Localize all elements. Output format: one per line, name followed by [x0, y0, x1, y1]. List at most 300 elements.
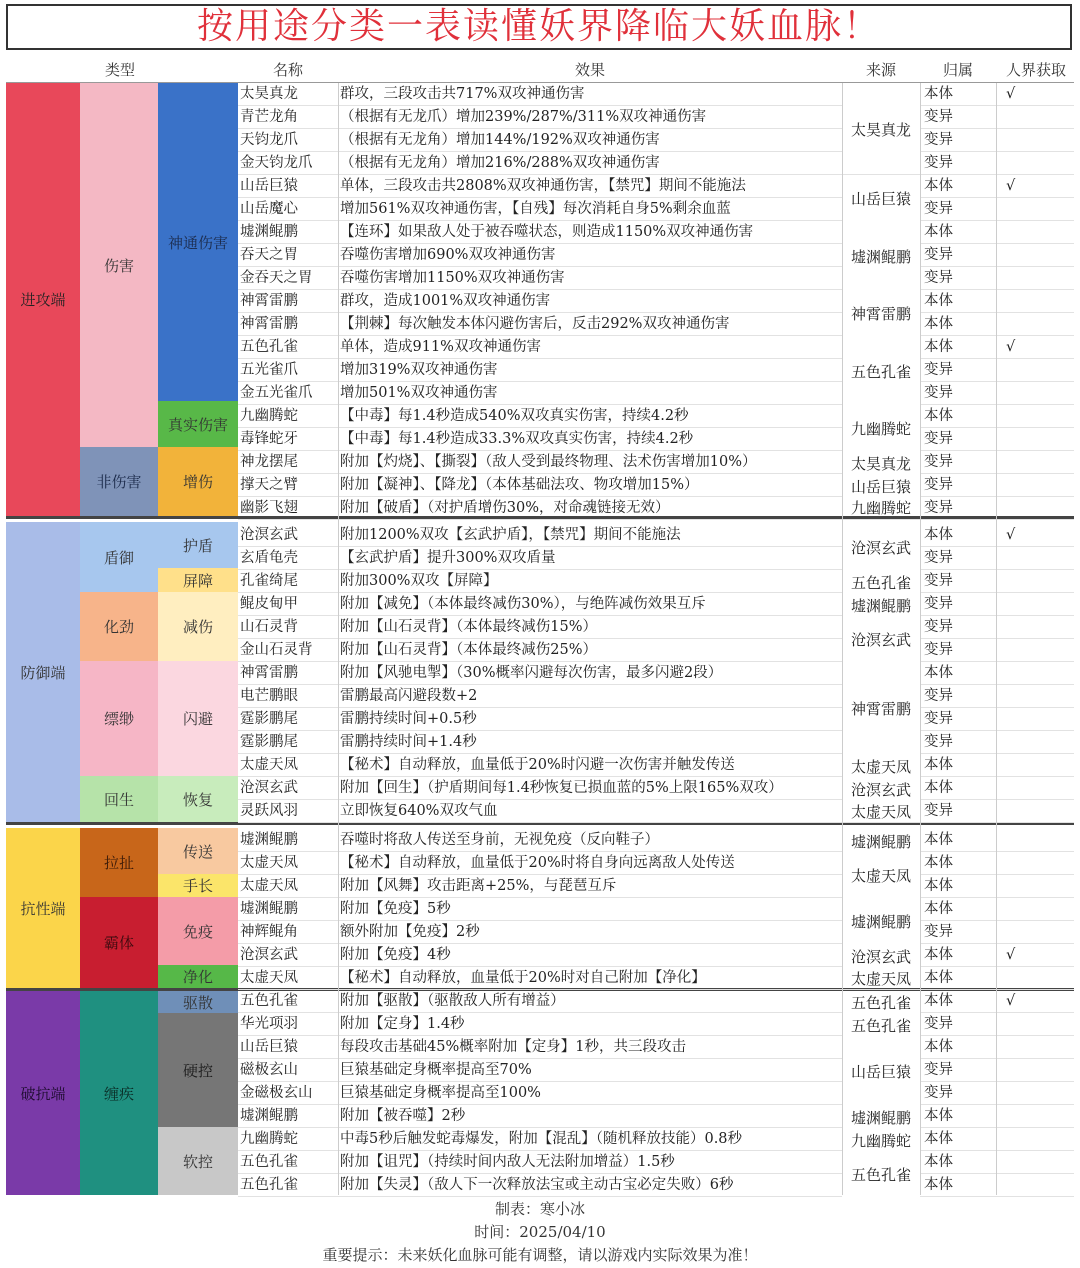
row-name: 神霄雷鹏: [240, 665, 298, 681]
table-row: [238, 1059, 1074, 1082]
row-get: [1006, 800, 1036, 822]
row-get: [1006, 1174, 1036, 1196]
row-name: 沧溟玄武: [240, 527, 298, 543]
row-belong: 变异: [924, 201, 953, 217]
row-belong: 本体: [924, 970, 953, 986]
cat-ruankong: 软控: [158, 1127, 238, 1195]
row-effect: 附加【风舞】攻击距离+25%，与琵琶互斥: [340, 878, 617, 894]
table-row: [238, 244, 1074, 267]
table-row: [238, 875, 1074, 898]
row-name: 墟渊鲲鹏: [240, 224, 298, 240]
cat-mianyi: 免疫: [158, 897, 238, 965]
row-name: 天钧龙爪: [240, 132, 298, 148]
row-belong: 变异: [924, 247, 953, 263]
cat-chanji: 缠疾: [80, 991, 158, 1195]
row-effect: 【中毒】每1.4秒造成33.3%双攻真实伤害，持续4.2秒: [340, 431, 694, 447]
page-title: 按用途分类一表读懂妖界降临大妖血脉！: [6, 4, 1072, 50]
table-row: [238, 1036, 1074, 1059]
source-cell: 太虚天凤: [842, 853, 920, 898]
cat-damage: 伤害: [80, 83, 158, 447]
table-row: [238, 662, 1074, 685]
column-divider: [920, 83, 921, 1195]
table-row: [238, 570, 1074, 593]
row-belong: 变异: [924, 711, 953, 727]
table-row: [238, 524, 1074, 547]
cat-shouchang: 手长: [158, 874, 238, 897]
row-effect: 【玄武护盾】提升300%双攻盾量: [340, 550, 556, 566]
row-get: √: [1006, 178, 1016, 194]
row-get: [1006, 1082, 1036, 1104]
row-belong: 本体: [924, 878, 953, 894]
row-belong: 本体: [924, 316, 953, 332]
row-name: 太虚天凤: [240, 970, 298, 986]
source-cell: 太虚天凤: [842, 755, 920, 777]
row-belong: 本体: [924, 901, 953, 917]
row-effect: （根据有无龙角）增加144%/192%双攻神通伤害: [340, 132, 660, 148]
row-belong: 本体: [924, 339, 953, 355]
cat-anti: 破抗端: [6, 991, 80, 1195]
row-effect: 附加【诅咒】（持续时间内敌人无法附加增益）1.5秒: [340, 1154, 675, 1170]
table-row: [238, 1151, 1074, 1174]
row-belong: 本体: [924, 855, 953, 871]
table-row: [238, 777, 1074, 800]
row-effect: 增加319%双攻神通伤害: [340, 362, 498, 378]
row-effect: 附加【被吞噬】2秒: [340, 1108, 466, 1124]
row-belong: 本体: [924, 178, 953, 194]
row-effect: 巨猿基础定身概率提高至100%: [340, 1085, 541, 1101]
row-effect: 巨猿基础定身概率提高至70%: [340, 1062, 532, 1078]
table-row: [238, 405, 1074, 428]
cat-boost: 增伤: [158, 447, 238, 516]
table-row: [238, 129, 1074, 152]
row-name: 五色孔雀: [240, 339, 298, 355]
row-belong: 本体: [924, 1131, 953, 1147]
table-row: [238, 336, 1074, 359]
header-belong: 归属: [942, 61, 973, 79]
row-belong: 本体: [924, 1177, 953, 1193]
row-get: [1006, 829, 1036, 851]
row-get: [1006, 290, 1036, 312]
row-belong: 本体: [924, 993, 953, 1009]
row-effect: 额外附加【免疫】2秒: [340, 924, 480, 940]
row-get: √: [1006, 993, 1016, 1009]
row-get: [1006, 451, 1036, 473]
row-effect: 吞噬伤害增加1150%双攻神通伤害: [340, 270, 565, 286]
cat-bati: 霸体: [80, 897, 158, 988]
row-belong: 本体: [924, 224, 953, 240]
table-row: [238, 290, 1074, 313]
row-get: [1006, 106, 1036, 128]
source-cell: 五色孔雀: [842, 337, 920, 405]
row-effect: 【连环】如果敌人处于被吞噬状态，则造成1150%双攻神通伤害: [340, 224, 754, 240]
source-cell: 太虚天凤: [842, 801, 920, 821]
row-effect: 单体，造成911%双攻神通伤害: [340, 339, 541, 355]
cat-resist: 抗性端: [6, 828, 80, 988]
row-get: [1006, 547, 1036, 569]
source-cell: 神霄雷鹏: [842, 291, 920, 336]
row-get: [1006, 1036, 1036, 1058]
row-get: [1006, 221, 1036, 243]
row-effect: 附加【风驰电掣】（30%概率闪避每次伤害，最多闪避2段）: [340, 665, 723, 681]
table-row: [238, 428, 1074, 451]
cat-qusan: 驱散: [158, 991, 238, 1013]
row-effect: 附加【失灵】（敌人下一次释放法宝或主动古宝必定失败）6秒: [340, 1177, 734, 1193]
row-belong: 变异: [924, 803, 953, 819]
row-name: 幽影飞翅: [240, 500, 298, 516]
table-row: [238, 267, 1074, 290]
cat-lache: 拉扯: [80, 828, 158, 897]
table-row: [238, 685, 1074, 708]
row-effect: 立即恢复640%双攻气血: [340, 803, 498, 819]
table-row: [238, 616, 1074, 639]
cat-defense: 防御端: [6, 522, 80, 822]
column-divider: [338, 83, 339, 1195]
row-belong: 本体: [924, 665, 953, 681]
row-belong: 变异: [924, 573, 953, 589]
row-get: [1006, 1013, 1036, 1035]
row-effect: 附加1200%双攻【玄武护盾】，【禁咒】期间不能施法: [340, 527, 681, 543]
row-name: 太虚天凤: [240, 757, 298, 773]
cat-huajin: 化劲: [80, 592, 158, 661]
row-belong: 变异: [924, 385, 953, 401]
row-name: 华光项羽: [240, 1016, 298, 1032]
row-belong: 变异: [924, 619, 953, 635]
row-belong: 变异: [924, 454, 953, 470]
row-name: 金山石灵背: [240, 642, 313, 658]
row-name: 撑天之臂: [240, 477, 298, 493]
footer-date: 时间：2025/04/10: [474, 1223, 606, 1241]
cat-jinghua: 净化: [158, 965, 238, 988]
source-cell: 太昊真龙: [842, 84, 920, 174]
row-name: 霆影鹏尾: [240, 734, 298, 750]
table-row: [238, 152, 1074, 175]
table-row: [238, 198, 1074, 221]
row-effect: 附加【驱散】（驱散敌人所有增益）: [340, 993, 565, 1009]
table-row: [238, 852, 1074, 875]
row-effect: 【秘术】自动释放，血量低于20%时将自身向远离敌人处传送: [340, 855, 735, 871]
cat-real-damage: 真实伤害: [158, 401, 238, 447]
row-name: 山岳魔心: [240, 201, 298, 217]
row-name: 神辉鲲角: [240, 924, 298, 940]
row-name: 金五光雀爪: [240, 385, 313, 401]
row-belong: 变异: [924, 642, 953, 658]
row-name: 山岳巨猿: [240, 1039, 298, 1055]
row-get: [1006, 852, 1036, 874]
row-get: [1006, 1059, 1036, 1081]
source-cell: 九幽腾蛇: [842, 406, 920, 451]
row-effect: 附加【免疫】5秒: [340, 901, 451, 917]
cat-piaomiao: 缥缈: [80, 661, 158, 776]
row-get: [1006, 428, 1036, 450]
row-name: 山岳巨猿: [240, 178, 298, 194]
table-row: [238, 1174, 1074, 1197]
row-belong: 本体: [924, 1154, 953, 1170]
row-name: 磁极玄山: [240, 1062, 298, 1078]
cat-shield: 盾御: [80, 522, 158, 592]
row-name: 沧溟玄武: [240, 780, 298, 796]
row-get: [1006, 382, 1036, 404]
cat-nondamage: 非伤害: [80, 447, 158, 516]
cat-pingzhang: 屏障: [158, 568, 238, 592]
table-row: [238, 313, 1074, 336]
row-get: [1006, 875, 1036, 897]
cat-shanbi: 闪避: [158, 661, 238, 776]
row-belong: 变异: [924, 109, 953, 125]
row-name: 墟渊鲲鹏: [240, 1108, 298, 1124]
row-belong: 变异: [924, 596, 953, 612]
row-effect: （根据有无龙爪）增加239%/287%/311%双攻神通伤害: [340, 109, 707, 125]
table-row: [238, 708, 1074, 731]
footer-author: 制表：寒小冰: [494, 1200, 585, 1218]
row-effect: 中毒5秒后触发蛇毒爆发，附加【混乱】（随机释放技能）0.8秒: [340, 1131, 743, 1147]
row-effect: 附加【灼烧】、【撕裂】（敌人受到最终物理、法术伤害增加10%）: [340, 454, 757, 470]
source-cell: 九幽腾蛇: [842, 498, 920, 516]
row-effect: 附加【定身】1.4秒: [340, 1016, 465, 1032]
row-get: [1006, 198, 1036, 220]
row-get: [1006, 1128, 1036, 1150]
row-belong: 变异: [924, 1085, 953, 1101]
row-name: 太虚天凤: [240, 878, 298, 894]
row-get: √: [1006, 339, 1016, 355]
row-get: [1006, 152, 1036, 174]
source-cell: 墟渊鲲鹏: [842, 222, 920, 290]
row-name: 太昊真龙: [240, 86, 298, 102]
source-cell: 沧溟玄武: [842, 617, 920, 662]
header-obtain: 人界获取: [1005, 61, 1066, 79]
row-effect: 【荆棘】每次触发本体闪避伤害后，反击292%双攻神通伤害: [340, 316, 730, 332]
table-row: [238, 1128, 1074, 1151]
table-row: [238, 451, 1074, 474]
row-belong: 本体: [924, 527, 953, 543]
row-effect: 【秘术】自动释放，血量低于20%时闪避一次伤害并触发传送: [340, 757, 735, 773]
row-name: 霆影鹏尾: [240, 711, 298, 727]
row-get: [1006, 474, 1036, 496]
row-belong: 本体: [924, 832, 953, 848]
row-belong: 变异: [924, 1016, 953, 1032]
row-effect: 增加501%双攻神通伤害: [340, 385, 498, 401]
row-belong: 变异: [924, 270, 953, 286]
table-row: [238, 83, 1074, 106]
row-name: 灵跃风羽: [240, 803, 298, 819]
row-get: √: [1006, 947, 1016, 963]
row-get: [1006, 1105, 1036, 1127]
source-cell: 山岳巨猿: [842, 475, 920, 497]
table-row: [238, 990, 1074, 1013]
table-row: [238, 175, 1074, 198]
table-row: [238, 382, 1074, 405]
source-cell: 沧溟玄武: [842, 945, 920, 967]
row-get: [1006, 685, 1036, 707]
header-source: 来源: [865, 61, 896, 79]
row-effect: 雷鹏持续时间+1.4秒: [340, 734, 477, 750]
row-name: 九幽腾蛇: [240, 1131, 298, 1147]
row-get: [1006, 1151, 1036, 1173]
row-get: [1006, 497, 1036, 519]
row-effect: 群攻，造成1001%双攻神通伤害: [340, 293, 551, 309]
source-cell: 五色孔雀: [842, 1014, 920, 1036]
source-cell: 神霄雷鹏: [842, 663, 920, 754]
row-name: 五光雀爪: [240, 362, 298, 378]
row-belong: 本体: [924, 757, 953, 773]
row-effect: 附加【破盾】（对护盾增伤30%，对命魂链接无效）: [340, 500, 670, 516]
header-type: 类型: [104, 61, 135, 79]
table-row: [238, 359, 1074, 382]
row-effect: （根据有无龙角）增加216%/288%双攻神通伤害: [340, 155, 660, 171]
row-get: √: [1006, 86, 1016, 102]
column-divider: [842, 83, 843, 1195]
row-name: 神龙摆尾: [240, 454, 298, 470]
row-name: 神霄雷鹏: [240, 293, 298, 309]
row-belong: 变异: [924, 550, 953, 566]
table-row: [238, 221, 1074, 244]
row-name: 孔雀绮尾: [240, 573, 298, 589]
cat-jianshang: 减伤: [158, 592, 238, 661]
row-belong: 变异: [924, 500, 953, 516]
row-belong: 变异: [924, 155, 953, 171]
row-get: [1006, 898, 1036, 920]
row-effect: 附加【山石灵背】（本体最终减伤15%）: [340, 619, 597, 635]
row-name: 鲲皮甸甲: [240, 596, 298, 612]
source-cell: 五色孔雀: [842, 991, 920, 1013]
row-effect: 每段攻击基础45%概率附加【定身】1秒，共三段攻击: [340, 1039, 686, 1055]
header-effect: 效果: [574, 61, 605, 79]
row-belong: 变异: [924, 431, 953, 447]
table-row: [238, 754, 1074, 777]
row-name: 金天钧龙爪: [240, 155, 313, 171]
footer-note: 重要提示：未来妖化血脉可能有调整，请以游戏内实际效果为准！: [322, 1246, 758, 1264]
row-effect: 吞噬时将敌人传送至身前，无视免疫（反向鞋子）: [340, 832, 659, 848]
source-cell: 山岳巨猿: [842, 1037, 920, 1105]
row-effect: 【秘术】自动释放，血量低于20%时对自己附加【净化】: [340, 970, 706, 986]
row-belong: 变异: [924, 1062, 953, 1078]
cat-huifu: 恢复: [158, 776, 238, 822]
table-row: [238, 1082, 1074, 1105]
row-name: 九幽腾蛇: [240, 408, 298, 424]
row-get: [1006, 405, 1036, 427]
row-name: 五色孔雀: [240, 993, 298, 1009]
row-name: 山石灵背: [240, 619, 298, 635]
table-row: [238, 898, 1074, 921]
table-row: [238, 921, 1074, 944]
table-row: [238, 593, 1074, 616]
row-name: 玄盾龟壳: [240, 550, 298, 566]
header-name: 名称: [272, 61, 303, 79]
row-name: 青芒龙角: [240, 109, 298, 125]
row-name: 毒锋蛇牙: [240, 431, 298, 447]
row-effect: 雷鹏最高闪避段数+2: [340, 688, 478, 704]
row-get: [1006, 662, 1036, 684]
source-cell: 五色孔雀: [842, 571, 920, 593]
row-effect: 吞噬伤害增加690%双攻神通伤害: [340, 247, 556, 263]
row-get: [1006, 570, 1036, 592]
row-belong: 本体: [924, 947, 953, 963]
row-belong: 变异: [924, 477, 953, 493]
row-get: √: [1006, 527, 1016, 543]
row-get: [1006, 708, 1036, 730]
row-get: [1006, 731, 1036, 753]
row-name: 神霄雷鹏: [240, 316, 298, 332]
row-name: 金吞天之胃: [240, 270, 313, 286]
table-row: [238, 1013, 1074, 1036]
row-name: 金磁极玄山: [240, 1085, 313, 1101]
source-cell: 五色孔雀: [842, 1152, 920, 1197]
row-effect: 附加【凝神】、【降龙】（本体基础法攻、物攻增加15%）: [340, 477, 699, 493]
source-cell: 墟渊鲲鹏: [842, 1106, 920, 1128]
cat-hudun: 护盾: [158, 522, 238, 568]
source-cell: 山岳巨猿: [842, 176, 920, 221]
row-get: [1006, 129, 1036, 151]
row-belong: 变异: [924, 924, 953, 940]
row-get: [1006, 359, 1036, 381]
source-cell: 沧溟玄武: [842, 525, 920, 570]
row-belong: 本体: [924, 780, 953, 796]
table-row: [238, 547, 1074, 570]
row-name: 墟渊鲲鹏: [240, 832, 298, 848]
row-get: [1006, 777, 1036, 799]
row-belong: 本体: [924, 86, 953, 102]
row-get: [1006, 313, 1036, 335]
row-get: [1006, 639, 1036, 661]
cat-attack: 进攻端: [6, 83, 80, 516]
row-belong: 本体: [924, 408, 953, 424]
table-row: [238, 800, 1074, 823]
row-get: [1006, 754, 1036, 776]
row-effect: 附加【免疫】4秒: [340, 947, 451, 963]
row-get: [1006, 616, 1036, 638]
row-name: 墟渊鲲鹏: [240, 901, 298, 917]
table-row: [238, 639, 1074, 662]
row-name: 五色孔雀: [240, 1154, 298, 1170]
source-cell: 太虚天凤: [842, 968, 920, 988]
row-name: 太虚天凤: [240, 855, 298, 871]
row-get: [1006, 244, 1036, 266]
cat-chuansong: 传送: [158, 828, 238, 874]
row-get: [1006, 267, 1036, 289]
row-name: 五色孔雀: [240, 1177, 298, 1193]
row-effect: 附加【减免】（本体最终减伤30%），与绝阵减伤效果互斥: [340, 596, 706, 612]
table-row: [238, 829, 1074, 852]
source-cell: 墟渊鲲鹏: [842, 594, 920, 616]
row-belong: 变异: [924, 362, 953, 378]
row-belong: 本体: [924, 293, 953, 309]
cat-huisheng: 回生: [80, 776, 158, 822]
row-effect: 雷鹏持续时间+0.5秒: [340, 711, 477, 727]
table-row: [238, 106, 1074, 129]
row-belong: 变异: [924, 734, 953, 750]
row-name: 吞天之胃: [240, 247, 298, 263]
source-cell: 沧溟玄武: [842, 778, 920, 800]
row-get: [1006, 921, 1036, 943]
column-divider: [996, 83, 997, 1195]
table-row: [238, 731, 1074, 754]
row-belong: 变异: [924, 688, 953, 704]
table-row: [238, 967, 1074, 990]
row-effect: 【中毒】每1.4秒造成540%双攻真实伤害，持续4.2秒: [340, 408, 689, 424]
row-belong: 本体: [924, 1039, 953, 1055]
row-effect: 附加【回生】（护盾期间每1.4秒恢复已损血蓝的5%上限165%双攻）: [340, 780, 783, 796]
table-row: [238, 944, 1074, 967]
cat-shentong: 神通伤害: [158, 83, 238, 401]
row-effect: 附加【山石灵背】（本体最终减伤25%）: [340, 642, 597, 658]
source-cell: 太昊真龙: [842, 452, 920, 474]
source-cell: 九幽腾蛇: [842, 1129, 920, 1151]
row-get: [1006, 967, 1036, 989]
row-effect: 单体，三段攻击共2808%双攻神通伤害，【禁咒】期间不能施法: [340, 178, 746, 194]
table-row: [238, 474, 1074, 497]
row-effect: 附加300%双攻【屏障】: [340, 573, 498, 589]
row-belong: 变异: [924, 132, 953, 148]
source-cell: 墟渊鲲鹏: [842, 830, 920, 852]
